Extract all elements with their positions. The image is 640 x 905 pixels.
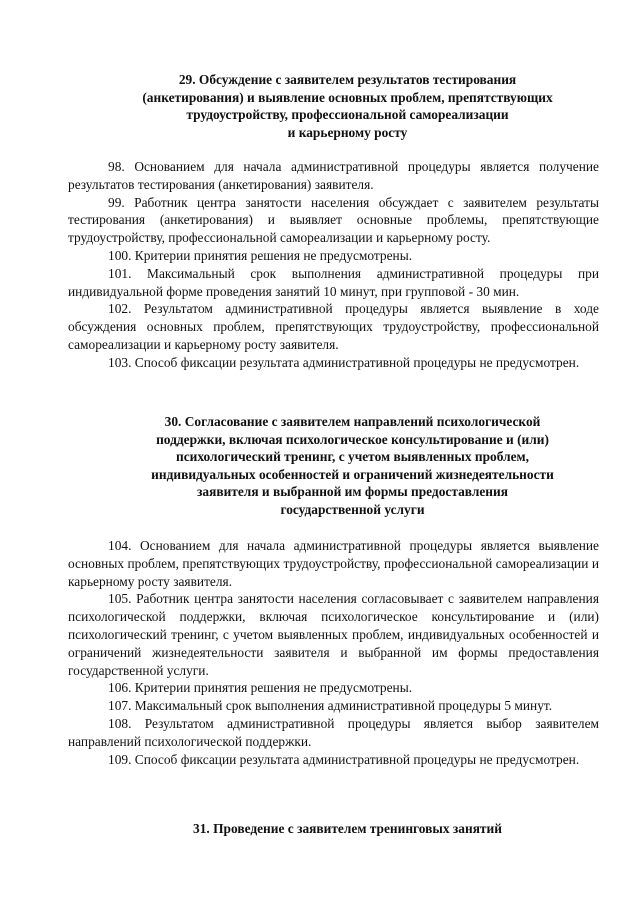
heading-line: поддержки, включая психологическое консультирование и (или) bbox=[156, 431, 549, 447]
paragraph-98: 98. Основанием для начала административной процедуры является получение результатов тестирования (анкетирования) заявителя. bbox=[68, 159, 599, 192]
section-30-body bbox=[68, 537, 599, 768]
heading-line: 30. Согласование с заявителем направлений психологической bbox=[164, 414, 541, 429]
paragraph-105: 105. Работник центра занятости населения согласовывает с заявителем направления психологической поддержки, включая психологическое консультирование и (или) психологический тренинг, с учетом выявленных проблем, индивидуальных особенностей и ограничений жизнедеятельности заявителя и выбранной им формы предоставления государственной услуги. bbox=[68, 591, 599, 678]
paragraph-109: 109. Способ фиксации результата административной процедуры не предусмотрен. bbox=[108, 751, 580, 767]
heading-line: индивидуальных особенностей и ограничений жизнедеятельности bbox=[151, 466, 554, 482]
paragraph-104: 104. Основанием для начала административной процедуры является выявление основных проблем, препятствующих трудоустройству, профессиональной самореализации и карьерному росту заявителя. bbox=[68, 538, 599, 589]
heading-line: 29. Обсуждение с заявителем результатов тестирования bbox=[178, 72, 517, 87]
paragraph-107: 107. Максимальный срок выполнения административной процедуры 5 минут. bbox=[108, 698, 553, 714]
paragraph-106: 106. Критерии принятия решения не предусмотрены. bbox=[108, 680, 413, 696]
heading-line: заявителя и выбранной им формы предоставления bbox=[197, 484, 508, 500]
heading-line: психологический тренинг, с учетом выявленных проблем, bbox=[175, 449, 530, 465]
section-31-heading bbox=[96, 820, 599, 838]
heading-line: трудоустройству, профессиональной самореализации bbox=[186, 107, 509, 123]
paragraph-103: 103. Способ фиксации результата административной процедуры не предусмотрен. bbox=[108, 354, 580, 370]
paragraph-102: 102. Результатом административной процедуры является выявление в ходе обсуждения основных проблем, препятствующих трудоустройству, профессиональной самореализации и карьерному росту заявителя. bbox=[68, 301, 599, 352]
paragraph-101: 101. Максимальный срок выполнения административной процедуры при индивидуальной форме проведения занятий 10 минут, при групповой - 30 мин. bbox=[68, 265, 599, 299]
paragraph-100: 100. Критерии принятия решения не предусмотрены. bbox=[108, 247, 413, 263]
section-29-body bbox=[68, 158, 599, 372]
section-29-heading bbox=[96, 71, 599, 141]
heading-line: государственной услуги bbox=[280, 501, 425, 517]
heading-line: и карьерному росту bbox=[287, 124, 408, 140]
paragraph-108: 108. Результатом административной процедуры является выбор заявителем направлений психологической поддержки. bbox=[68, 715, 599, 749]
section-30-heading bbox=[106, 413, 599, 519]
paragraph-99: 99. Работник центра занятости населения обсуждает с заявителем результаты тестирования (анкетирования) и выявляет основные проблемы, препятствующие трудоустройству, профессиональной самореализации и карьерному росту. bbox=[68, 194, 599, 246]
heading-line: 31. Проведение с заявителем тренинговых занятий bbox=[193, 821, 502, 836]
heading-line: (анкетирования) и выявление основных проблем, препятствующих bbox=[142, 89, 553, 105]
